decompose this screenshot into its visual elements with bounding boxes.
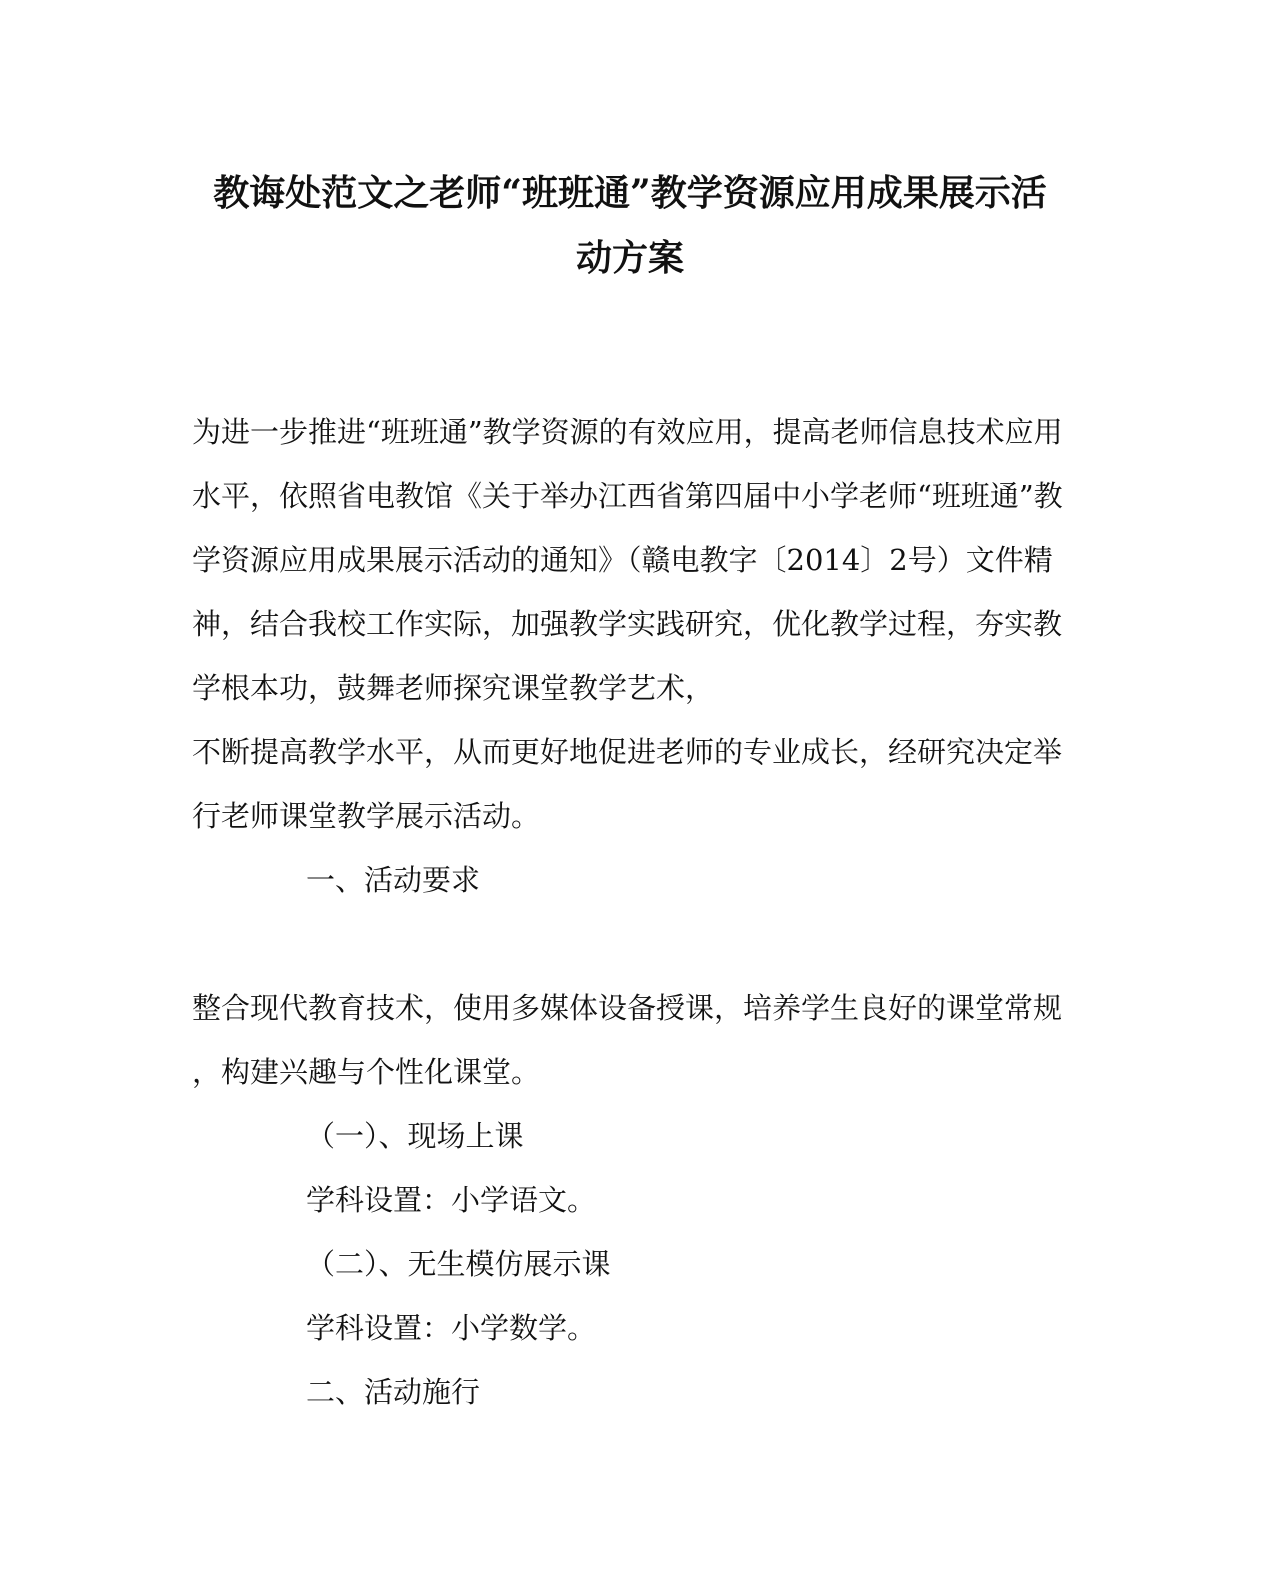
subsection-heading-live-class: （一）、现场上课: [306, 1119, 524, 1153]
body-line: 神，结合我校工作实际，加强教学实践研究，优化教学过程，夯实教: [192, 607, 1063, 641]
subject-setting-line: 学科设置：小学语文。: [306, 1183, 597, 1217]
section-heading-activity-implementation: 二、活动施行: [306, 1375, 481, 1409]
body-line: 为进一步推进“班班通”教学资源的有效应用，提高老师信息技术应用: [192, 415, 1063, 449]
subject-setting-line: 学科设置：小学数学。: [306, 1311, 597, 1345]
body-line: 学根本功，鼓舞老师探究课堂教学艺术，: [192, 671, 715, 705]
section-heading-activity-requirements: 一、活动要求: [306, 863, 481, 897]
subsection-heading-simulated-class: （二）、无生模仿展示课: [306, 1247, 611, 1281]
body-line: 学资源应用成果展示活动的通知》（赣电教字〔2014〕2号）文件精: [192, 543, 1053, 577]
body-line: 水平，依照省电教馆《关于举办江西省第四届中小学老师“班班通”教: [192, 479, 1063, 513]
body-line: ，构建兴趣与个性化课堂。: [192, 1055, 541, 1089]
document-title-line-2: 动方案: [575, 237, 684, 279]
document-title-line-1: 教诲处范文之老师“班班通”教学资源应用成果展示活: [213, 172, 1047, 214]
body-line: 整合现代教育技术，使用多媒体设备授课，培养学生良好的课堂常规: [192, 991, 1063, 1025]
body-line: 行老师课堂教学展示活动。: [192, 799, 541, 833]
body-line: 不断提高教学水平，从而更好地促进老师的专业成长，经研究决定举: [192, 735, 1063, 769]
